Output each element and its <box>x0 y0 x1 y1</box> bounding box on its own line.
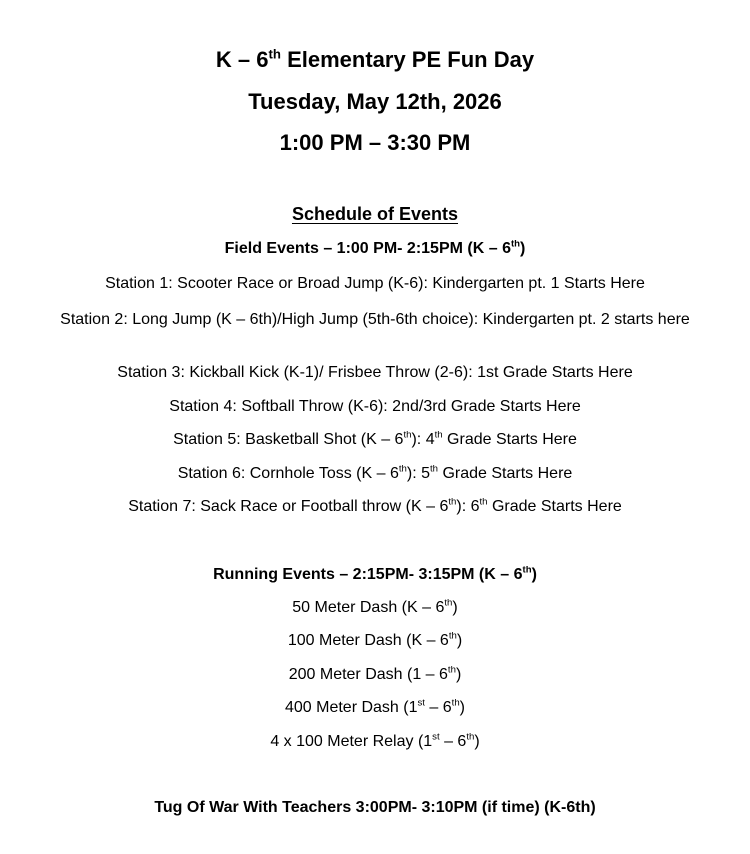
running-event-1-text: 50 Meter Dash (K – 6 <box>292 599 445 616</box>
schedule-heading: Schedule of Events <box>291 204 459 224</box>
running-event-5-close: ) <box>474 733 480 750</box>
title-rest: Elementary PE Fun Day <box>280 47 535 72</box>
station-3 <box>0 364 750 382</box>
event-time: 1:00 PM – 3:30 PM <box>279 130 471 155</box>
running-event-2-sup: th <box>448 630 457 642</box>
running-heading-sup: th <box>522 564 532 576</box>
field-heading-close: ) <box>520 240 526 257</box>
station-2 <box>40 309 710 330</box>
running-event-4 <box>0 699 750 717</box>
running-event-5-sup1: st <box>432 731 440 743</box>
station-4-text: Station 4: Softball Throw (K-6): 2nd/3rd Grade Starts Here <box>169 398 581 415</box>
station-6-sup2: th <box>430 463 439 475</box>
tug-of-war-line: Tug Of War With Teachers 3:00PM- 3:10PM (if time) (K-6th) <box>154 799 596 816</box>
running-event-1 <box>0 599 750 617</box>
event-date: Tuesday, May 12th, 2026 <box>248 89 502 114</box>
running-events-heading <box>0 566 750 584</box>
title-superscript: th <box>268 46 281 62</box>
field-heading-text: Field Events – 1:00 PM- 2:15PM (K – 6 <box>224 240 511 257</box>
running-event-5-text: 4 x 100 Meter Relay (1 <box>270 733 433 750</box>
station-7-post: Grade Starts Here <box>487 498 622 515</box>
station-7 <box>0 498 750 516</box>
running-event-1-close: ) <box>452 599 458 616</box>
station-1 <box>0 275 750 293</box>
field-heading-sup: th <box>510 238 521 250</box>
running-event-2-text: 100 Meter Dash (K – 6 <box>287 632 449 649</box>
station-5-mid: ): 4 <box>411 431 435 448</box>
running-event-3-sup: th <box>447 664 456 676</box>
running-event-1-sup: th <box>444 597 453 609</box>
running-heading-close: ) <box>531 566 537 583</box>
running-event-5-sup2: th <box>466 731 475 743</box>
running-event-5-mid: – 6 <box>439 733 467 750</box>
station-7-text: Station 7: Sack Race or Football throw (K – 6 <box>128 498 449 515</box>
running-event-4-sup1: st <box>417 697 425 709</box>
running-event-4-sup2: th <box>451 697 460 709</box>
station-7-mid: ): 6 <box>456 498 480 515</box>
station-6 <box>0 465 750 483</box>
running-event-2-close: ) <box>456 632 463 649</box>
station-5-sup1: th <box>403 429 412 441</box>
running-heading-text: Running Events – 2:15PM- 3:15PM (K – 6 <box>213 566 523 583</box>
station-7-sup2: th <box>479 496 488 508</box>
running-event-4-text: 400 Meter Dash (1 <box>284 699 418 716</box>
running-event-4-mid: – 6 <box>424 699 452 716</box>
title-prefix: K – 6 <box>215 47 269 72</box>
running-event-2 <box>0 632 750 650</box>
station-1-text: Station 1: Scooter Race or Broad Jump (K-6): Kindergarten pt. 1 Starts Here <box>105 275 645 292</box>
running-event-3 <box>0 666 750 684</box>
station-6-mid: ): 5 <box>406 465 430 482</box>
station-6-post: Grade Starts Here <box>438 465 573 482</box>
event-title <box>0 47 750 73</box>
station-6-sup1: th <box>398 463 407 475</box>
station-5-post: Grade Starts Here <box>442 431 577 448</box>
station-6-text: Station 6: Cornhole Toss (K – 6 <box>177 465 399 482</box>
station-5 <box>0 431 750 449</box>
running-event-3-close: ) <box>455 666 462 683</box>
station-7-sup1: th <box>448 496 457 508</box>
station-2-text: Station 2: Long Jump (K – 6th)/High Jump (5th-6th choice): Kindergarten pt. 2 starts here <box>60 311 690 328</box>
station-5-text: Station 5: Basketball Shot (K – 6 <box>173 431 404 448</box>
field-events-heading <box>0 240 750 258</box>
station-3-text: Station 3: Kickball Kick (K-1)/ Frisbee Throw (2-6): 1st Grade Starts Here <box>117 364 633 381</box>
station-4 <box>0 398 750 416</box>
running-event-3-text: 200 Meter Dash (1 – 6 <box>288 666 448 683</box>
station-5-sup2: th <box>434 429 443 441</box>
running-event-4-close: ) <box>459 699 465 716</box>
running-event-5 <box>0 733 750 751</box>
